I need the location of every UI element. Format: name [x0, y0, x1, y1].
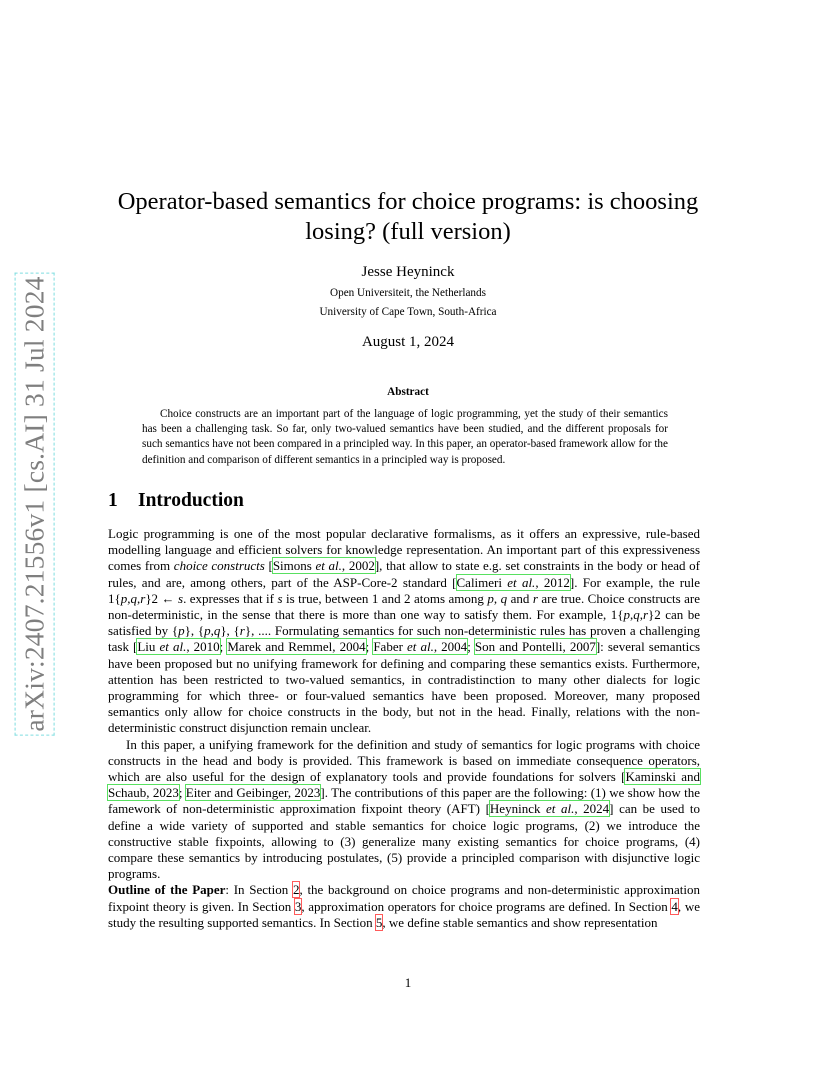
paper-title	[108, 187, 708, 247]
section-number: 1	[108, 490, 118, 511]
page-number: 1	[404, 975, 412, 990]
affiliation-2: University of Cape Town, South-Africa	[319, 306, 497, 318]
citation-link[interactable]: Calimeri et al., 2012	[456, 574, 570, 590]
citation-link[interactable]: Marek and Remmel, 2004	[227, 639, 366, 655]
abstract-text: Choice constructs are an important part of the language of logic programming, yet the study of their semantics has been a challenging task. So far, only two-valued semantics have been studied, and the different proposals for such semantics have not been compared in a principled way. In this paper, an operator-based framework allow for the definition and comparison of different semantics in a principled way is proposed.	[142, 408, 668, 466]
citation-link[interactable]: Heyninck et al., 2024	[489, 801, 610, 817]
section-ref-link[interactable]: 5	[375, 914, 383, 930]
arxiv-identifier: arXiv:2407.21556v1 [cs.AI] 31 Jul 2024	[19, 276, 50, 732]
citation-link[interactable]: Son and Pontelli, 2007	[474, 639, 596, 655]
paragraph-3: Outline of the Paper: In Section 2, the background on choice programs and non-deterministic approximation fixpoint theory is given. In Section 3, approximation operators for choice programs are defined. In Section 4, we study the resulting supported semantics. In Section 5, we define stable semantics and show representation	[108, 882, 700, 930]
title-line-2: losing? (full version)	[305, 218, 511, 245]
citation-link[interactable]: Kaminski and Schaub, 2023	[108, 769, 700, 801]
title-line-1: Operator-based semantics for choice programs: is choosing	[117, 188, 699, 215]
arxiv-stamp	[14, 274, 56, 734]
citation-link[interactable]: Simons et al., 2002	[272, 558, 375, 574]
section-ref-link[interactable]: 4	[671, 898, 678, 914]
section-heading	[108, 490, 244, 512]
paragraph-2: In this paper, a unifying framework for the definition and study of semantics for logic programs with choice constructs in the head and body is provided. This framework is based on immediate consequence operators, which are also useful for the design of explanatory tools and provide foundations for solvers [Kaminski and Schaub, 2023; Eiter and Geibinger, 2023]. The contributions of this paper are the following: (1) we show how the famework of non-deterministic approximation fixpoint theory (AFT) [Heyninck et al., 2024] can be used to define a wide variety of supported and stable semantics for choice logic programs, (2) we introduce the constructive stable fixpoints, allowing to (3) generalize many existing semantics for choice programs, (4) compare these semantics by introducing postulates, (5) provide a principled comparison with disjunctive logic programs.	[108, 736, 701, 882]
affiliation-1: Open Universiteit, the Netherlands	[330, 287, 486, 299]
section-title: Introduction	[138, 490, 244, 511]
introduction-body	[108, 526, 700, 931]
section-ref-link[interactable]: 2	[292, 882, 300, 898]
paragraph-1: Logic programming is one of the most popular declarative formalisms, as it offers an expressive, rule-based modelling language and efficient solvers for knowledge representation. An important part of this expressiveness comes from choice constructs [Simons et al., 2002], that allow to state e.g. set constraints in the body or head of rules, and are, among others, part of the ASP-Core-2 standard [Calimeri et al., 2012]. For example, the rule 1{p,q,r}2 ← s. expresses that if s is true, between 1 and 2 atoms among p, q and r are true. Choice constructs are non-deterministic, in the sense that there is more than one way to satisfy them. For example, 1{p,q,r}2 can be satisfied by {p}, {p,q}, {r}, .... Formulating semantics for such non-deterministic rules has proven a challenging task [Liu et al., 2010; Marek and Remmel, 2004; Faber et al., 2004; Son and Pontelli, 2007]: several semantics have been proposed but no unifying framework for defining and comparing these semantics exists. Furthermore, attention has been restricted to two-valued semantics, in contradistinction to many other dialects for logic programming for which three- or four-valued semantics have been proposed. Moreover, many proposed semantics only allow for choice constructs in the body, but not in the head. Finally, relations with the non-deterministic construct disjunction remain unclear.	[108, 526, 701, 736]
citation-link[interactable]: Eiter and Geibinger, 2023	[185, 785, 321, 801]
citation-link[interactable]: Faber et al., 2004	[373, 639, 468, 655]
section-ref-link[interactable]: 3	[294, 898, 302, 914]
paper-date: August 1, 2024	[361, 334, 455, 350]
abstract-heading: Abstract	[387, 386, 429, 398]
author-name: Jesse Heyninck	[361, 264, 455, 280]
citation-link[interactable]: Liu et al., 2010	[137, 639, 220, 655]
